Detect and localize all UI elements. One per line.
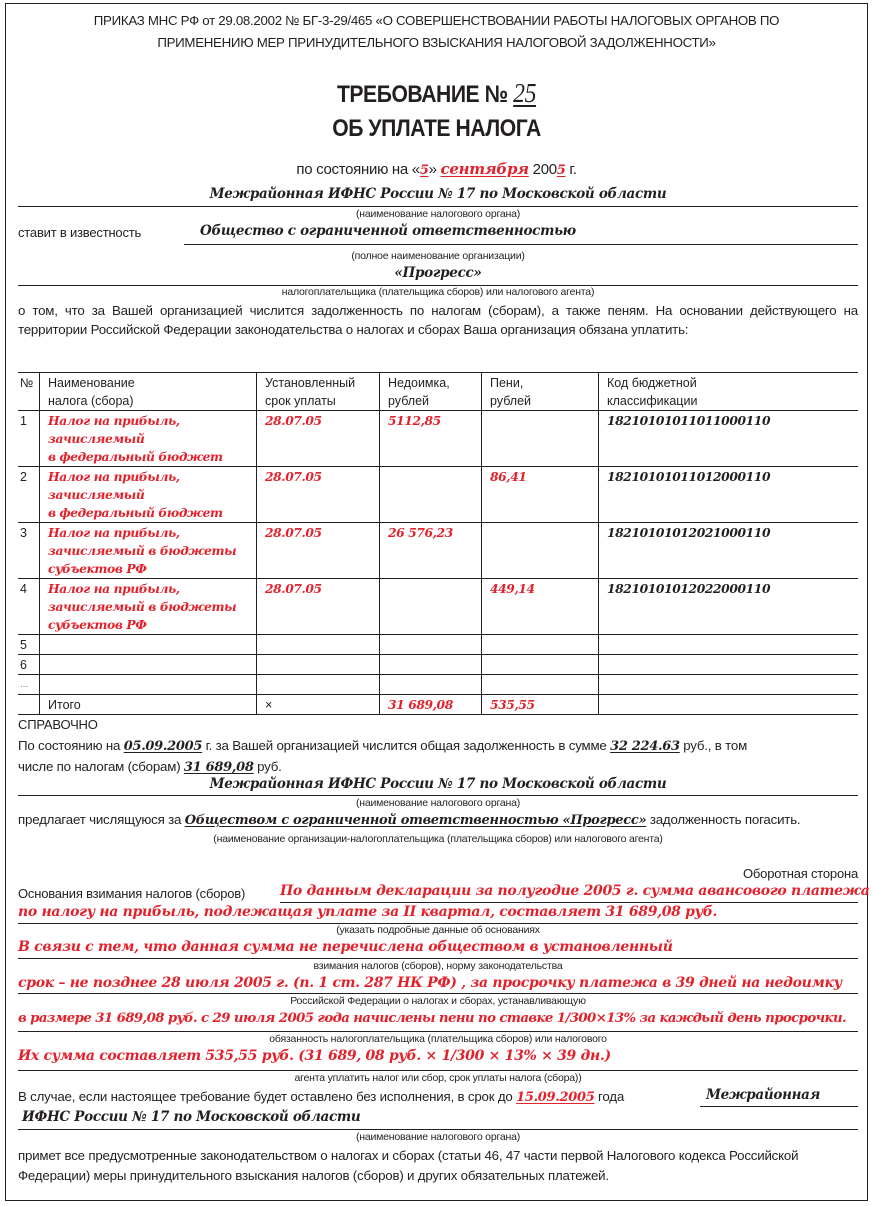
- basis-caption-5: агента уплатить налог или сбор, срок уплаты налога (сбора)): [294, 1072, 582, 1084]
- divider: [18, 958, 858, 959]
- row-kbk: 18210101012021000110: [599, 523, 859, 579]
- date-year-digit: 5: [556, 163, 566, 178]
- row-due-date: 28.07.05: [257, 523, 380, 579]
- document-subtitle: ОБ УПЛАТЕ НАЛОГА: [332, 115, 541, 142]
- table-row: [18, 411, 858, 467]
- row-due-date: 28.07.05: [257, 467, 380, 523]
- header-cell-due-date: Установленный срок уплаты: [257, 373, 380, 411]
- table-row: [18, 579, 858, 635]
- basis-caption-3: Российской Федерации о налогах и сборах, устанавливающую: [290, 995, 586, 1007]
- closing-text: примет все предусмотренные законодательством о налогах и сборах (статьи 46, 47 части первой Налогового кодекса Российской Федерации) меры принудительного взыскания налогов (сборов) и других обязательных платежей.: [18, 1148, 799, 1183]
- divider: [18, 1129, 858, 1130]
- basis-caption-1: (указать подробные данные об основаниях: [336, 924, 540, 936]
- row-arrears: [380, 467, 482, 523]
- tax-debt: 31 689,08: [183, 760, 254, 775]
- row-arrears: 5112,85: [380, 411, 482, 467]
- row-number: 4: [20, 582, 27, 596]
- row-number: 6: [20, 658, 27, 672]
- offer-caption: (наименование налогового органа): [355, 797, 521, 809]
- row-tax-name: Налог на прибыль, зачисляемый в федеральный бюджет: [40, 411, 257, 467]
- divider: [280, 902, 858, 903]
- row-number: 5: [20, 638, 27, 652]
- date-day: 5: [419, 163, 429, 178]
- basis-label: Основания взимания налогов (сборов): [18, 886, 246, 901]
- order-line-1: ПРИКАЗ МНС РФ от 29.08.2002 № БГ-3-29/465 «О СОВЕРШЕНСТВОВАНИИ РАБОТЫ НАЛОГОВЫХ ОРГАНОВ ПО: [93, 13, 780, 28]
- payment-deadline: 15.09.2005: [516, 1090, 595, 1105]
- organization-caption: (полное наименование организации): [351, 250, 525, 262]
- row-number: 1: [20, 414, 27, 428]
- document-title: ТРЕБОВАНИЕ № 25: [336, 78, 537, 108]
- table-row-empty: [18, 655, 858, 675]
- row-tax-name: Налог на прибыль, зачисляемый в бюджеты субъектов РФ: [40, 523, 257, 579]
- basis-caption-2: взимания налогов (сборов), норму законодательства: [313, 960, 563, 972]
- basis-line-4: срок – не позднее 28 июля 2005 г. (п. 1 ст. 287 НК РФ) , за просрочку платежа в 39 дней на недоимку: [18, 975, 842, 991]
- divider: [18, 206, 858, 207]
- order-line-2: ПРИМЕНЕНИЮ МЕР ПРИНУДИТЕЛЬНОГО ВЗЫСКАНИЯ НАЛОГОВОЙ ЗАДОЛЖЕННОСТИ»: [157, 35, 716, 50]
- row-number: 2: [20, 470, 27, 484]
- header-cell-kbk: Код бюджетной классификации: [599, 373, 859, 411]
- row-arrears: 26 576,23: [380, 523, 482, 579]
- reverse-side-label: Оборотная сторона: [743, 866, 858, 881]
- row-number: ...: [20, 679, 29, 690]
- header-cell-tax-name: Наименование налога (сбора): [40, 373, 257, 411]
- total-debt: 32 224.63: [610, 739, 680, 754]
- row-due-date: 28.07.05: [257, 579, 380, 635]
- row-kbk: 18210101011011000110: [599, 411, 859, 467]
- row-penalty: [482, 523, 599, 579]
- demand-number: 25: [513, 78, 537, 108]
- total-due: ×: [257, 695, 380, 715]
- final-text: В случае, если настоящее требование будет оставлено без исполнения, в срок до 15.09.2005 года: [18, 1089, 625, 1105]
- row-penalty: [482, 411, 599, 467]
- table-header: [18, 373, 858, 411]
- divider: [18, 795, 858, 796]
- reference-date: 05.09.2005: [123, 739, 203, 754]
- row-penalty: 449,14: [482, 579, 599, 635]
- table-row: [18, 467, 858, 523]
- basis-caption-4: обязанность налогоплательщика (плательщика сборов) или налогового: [269, 1033, 607, 1045]
- taxpayer-caption: налогоплательщика (плательщика сборов) или налогового агента): [281, 286, 595, 298]
- table-row-empty: [18, 675, 858, 695]
- header-cell-arrears: Недоимка, рублей: [380, 373, 482, 411]
- organization-value-line1: Общество с ограниченной ответственностью: [200, 223, 576, 239]
- offer-organization: Обществом с ограниченной ответственностью «Прогресс»: [184, 813, 647, 828]
- table-row-empty: [18, 635, 858, 655]
- basis-line-3: В связи с тем, что данная сумма не перечислена обществом в установленный: [18, 939, 673, 955]
- header-cell-number: №: [20, 376, 34, 390]
- basis-line-6: Их сумма составляет 535,55 руб. (31 689, 08 руб. × 1/300 × 13% × 39 дн.): [18, 1048, 611, 1064]
- basis-line-1: По данным декларации за полугодие 2005 г. сумма авансового платежа: [280, 883, 870, 899]
- offer-authority: Межрайонная ИФНС России № 17 по Московской области: [209, 776, 667, 792]
- total-arrears: 31 689,08: [380, 695, 482, 715]
- row-arrears: [380, 579, 482, 635]
- tax-table: [18, 372, 858, 715]
- divider: [700, 1106, 858, 1107]
- row-due-date: 28.07.05: [257, 411, 380, 467]
- final-caption: (наименование налогового органа): [355, 1131, 521, 1143]
- organization-label: ставит в известность: [18, 225, 142, 240]
- basis-line-2: по налогу на прибыль, подлежащая уплате за II квартал, составляет 31 689,08 руб.: [18, 904, 718, 920]
- row-penalty: 86,41: [482, 467, 599, 523]
- reference-heading: СПРАВОЧНО: [18, 717, 98, 732]
- divider: [184, 244, 858, 245]
- tax-authority-caption: (наименование налогового органа): [355, 208, 521, 220]
- row-tax-name: Налог на прибыль, зачисляемый в бюджеты субъектов РФ: [40, 579, 257, 635]
- final-authority-part2: ИФНС России № 17 по Московской области: [22, 1109, 361, 1125]
- table-row: [18, 523, 858, 579]
- row-number: 3: [20, 526, 27, 540]
- row-tax-name: Налог на прибыль, зачисляемый в федеральный бюджет: [40, 467, 257, 523]
- header-cell-penalty: Пени, рублей: [482, 373, 599, 411]
- date-line: по состоянию на «5» сентября 2005 г.: [296, 160, 577, 178]
- divider: [18, 993, 858, 994]
- divider: [18, 1031, 858, 1032]
- offer-text: предлагает числящуюся за Обществом с ограниченной ответственностью «Прогресс» задолженность погасить.: [18, 812, 801, 828]
- offer-caption-2: (наименование организации-налогоплательщика (плательщика сборов) или налогового агента): [213, 833, 663, 845]
- tax-authority-value: Межрайонная ИФНС России № 17 по Московской области: [209, 186, 667, 202]
- organization-value-line2: «Прогресс»: [394, 265, 482, 281]
- row-kbk: 18210101012022000110: [599, 579, 859, 635]
- table-total-row: [18, 695, 858, 715]
- final-authority-part1: Межрайонная: [706, 1087, 821, 1103]
- basis-line-5: в размере 31 689,08 руб. с 29 июля 2005 года начислены пени по ставке 1/300×13% за каждый день просрочки.: [18, 1011, 847, 1026]
- divider: [18, 1070, 858, 1071]
- total-label: Итого: [40, 695, 257, 715]
- reference-text: По состоянию на 05.09.2005 г. за Вашей организацией числится общая задолженность в сумме 32 224.63 руб., в том числе по налогам (сборам) 31 689,08 руб.: [18, 738, 748, 775]
- total-penalty: 535,55: [482, 695, 599, 715]
- date-month: сентября: [440, 160, 529, 178]
- order-reference: [20, 10, 853, 54]
- row-kbk: 18210101011012000110: [599, 467, 859, 523]
- intro-text: о том, что за Вашей организацией числится задолженность по налогам (сборам), а также пеням. На основании действующего на территории Российской Федерации законодательства о налогах и сборах Ваша организация обязана уплатить:: [18, 303, 858, 337]
